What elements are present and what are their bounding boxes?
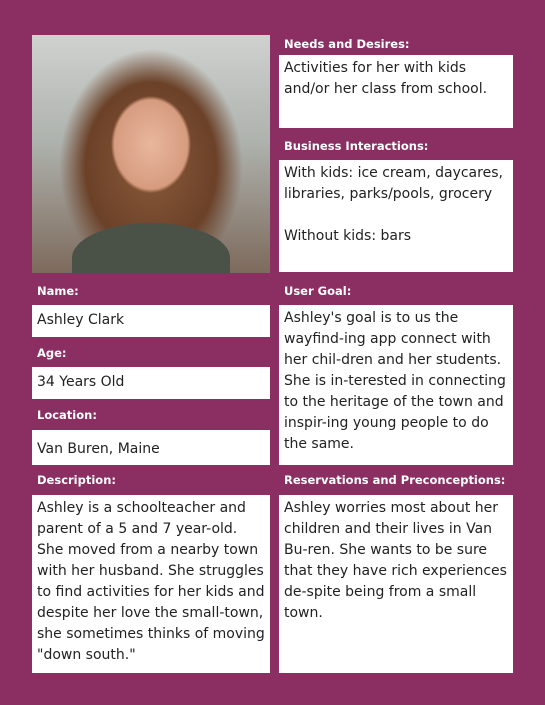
business-label: Business Interactions: (284, 139, 429, 153)
age-label: Age: (37, 346, 67, 360)
description-label: Description: (37, 473, 116, 487)
profile-photo (32, 35, 270, 273)
needs-label: Needs and Desires: (284, 37, 410, 51)
goal-label: User Goal: (284, 284, 352, 298)
photo-shirt (72, 223, 230, 273)
location-label: Location: (37, 408, 97, 422)
business-box: With kids: ice cream, daycares, libraries, parks/pools, grocery Without kids: bars (279, 160, 513, 272)
reservations-label: Reservations and Preconceptions: (284, 473, 506, 487)
age-box: 34 Years Old (32, 367, 270, 399)
name-label: Name: (37, 284, 79, 298)
name-box: Ashley Clark (32, 305, 270, 337)
location-box: Van Buren, Maine (32, 430, 270, 465)
goal-box: Ashley's goal is to us the wayfind-ing app connect with her chil-dren and her students. She is in-terested in connecting to the heritage of the town and inspir-ing young people to do the same. (279, 305, 513, 465)
description-box: Ashley is a schoolteacher and parent of a 5 and 7 year-old. She moved from a nearby town with her husband. She struggles to find activities for her kids and despite her love the small-town, she sometimes thinks of moving "down south." (32, 495, 270, 673)
needs-box: Activities for her with kids and/or her class from school. (279, 55, 513, 128)
reservations-box: Ashley worries most about her children and their lives in Van Bu-ren. She wants to be sure that they have rich experiences de-spite being from a small town. (279, 495, 513, 673)
